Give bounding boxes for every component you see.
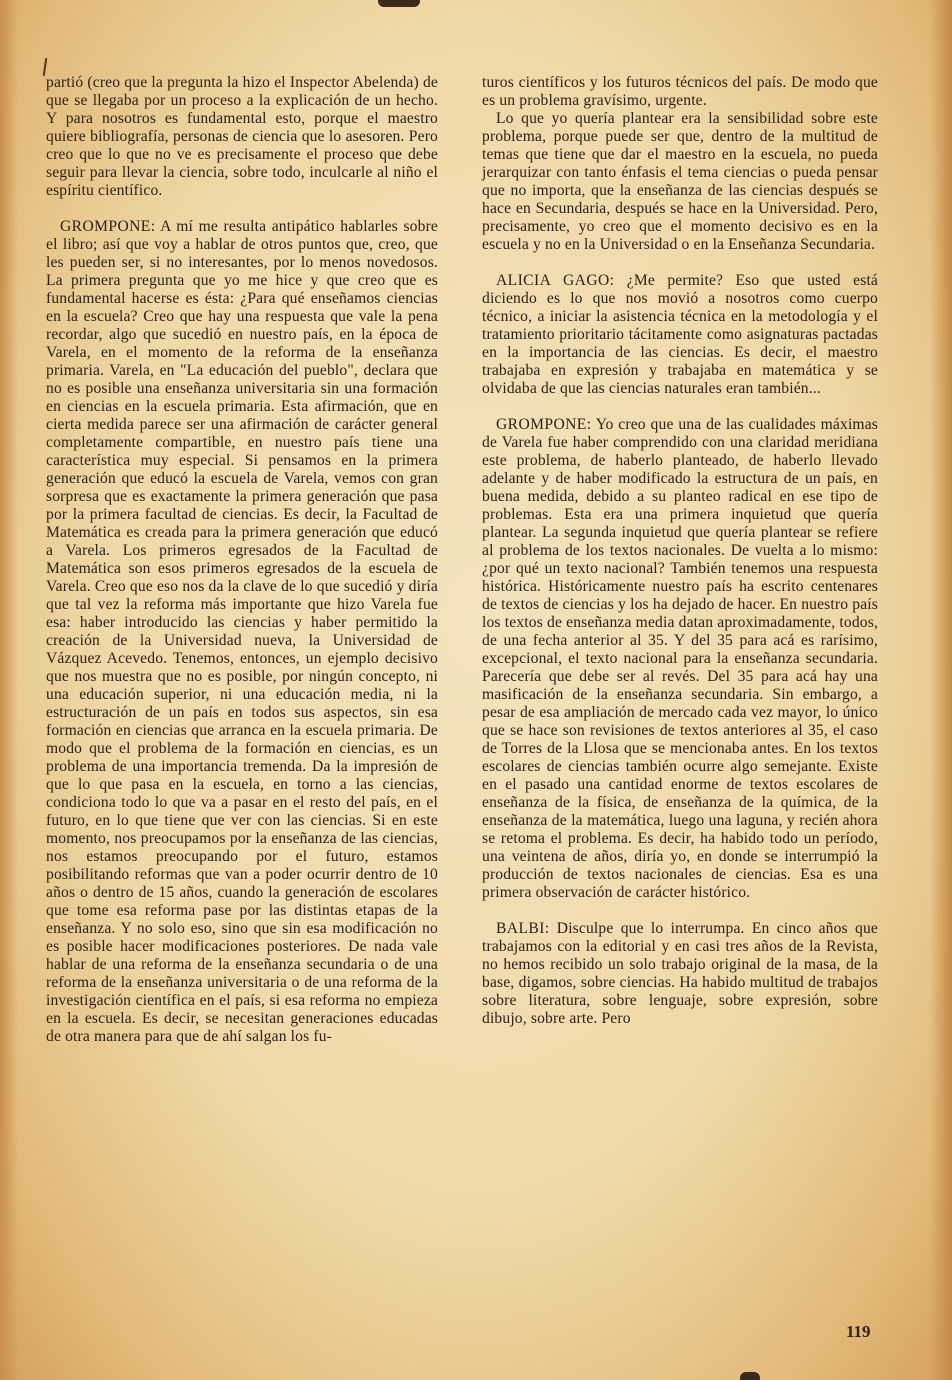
paragraph-alicia-gago bbox=[482, 272, 878, 398]
speaker-name: GROMPONE: bbox=[60, 218, 156, 235]
left-column bbox=[46, 74, 438, 1046]
binding-mark-bottom bbox=[740, 1372, 760, 1380]
speaker-name: ALICIA GAGO: bbox=[496, 272, 615, 289]
paragraph-text: ¿Me permite? Eso que usted está diciendo es lo que nos movió a nosotros como cuerpo técnico, a iniciar la asistencia técnica en la metodología y el tratamiento prioritario tácitamente como asignaturas pactadas en la importancia de las ciencias. Es decir, el maestro trabajaba en expresión y trabajaba en matemática y se olvidaba de que las ciencias naturales eran también... bbox=[482, 272, 878, 397]
paragraph-balbi bbox=[482, 920, 878, 1028]
speaker-name: GROMPONE: bbox=[496, 416, 592, 433]
binding-mark-top bbox=[378, 0, 420, 7]
paragraph: partió (creo que la pregunta la hizo el Inspector Abelenda) de que se llegaba por un proceso a la explicación de un hecho. Y para nosotros es fundamental esto, porque el maestro quiere bibliografía, personas de ciencia que lo asesoren. Pero creo que lo que no ve es precisamente el proceso que debe seguir para llevar la ciencia, sobre todo, inculcarle al niño el espíritu científico. bbox=[46, 74, 438, 199]
speaker-name: BALBI: bbox=[496, 920, 550, 937]
paragraph-text: Disculpe que lo interrumpa. En cinco años que trabajamos con la editorial y en casi tres años de la Revista, no hemos recibido un solo trabajo original de la masa, de la base, digamos, sobre ciencias. Ha habido multitud de trabajos sobre literatura, sobre lenguaje, sobre expresión, sobre dibujo, sobre arte. Pero bbox=[482, 920, 878, 1027]
right-column bbox=[482, 74, 878, 1028]
paragraph: turos científicos y los futuros técnicos del país. De modo que es un problema gravísimo, urgente. bbox=[482, 74, 878, 109]
paragraph-text: Yo creo que una de las cualidades máximas de Varela fue haber comprendido con una claridad meridiana este problema, de haberlo planteado, de haberlo llevado adelante y de haber modificado la estructura de un país, en buena medida, debido a su planteo radical en ese tipo de problemas. Esta era una primera inquietud que quería plantear. La segunda inquietud que quería plantear se refiere al problema de los textos nacionales. De vuelta a lo mismo: ¿por qué un texto nacional? También tenemos una respuesta histórica. Históricamente nuestro país ha escrito centenares de textos de ciencias y los ha dejado de hacer. En nuestro país los textos de enseñanza media datan aproximadamente, todos, de una fecha anterior al 35. Y del 35 para acá es rarísimo, excepcional, el texto nacional para la enseñanza secundaria. Parecería que debe ser al revés. Del 35 para acá hay una masificación de la enseñanza secundaria. Sin embargo, a pesar de esa ampliación de mercado cada vez mayor, lo único que se hace son revisiones de textos anteriores al 35, el caso de Torres de la Llosa que se mencionaba antes. En los textos escolares de ciencias también ocurre algo semejante. Existe en el pasado una cantidad enorme de textos escolares de enseñanza de la física, de enseñanza de la química, de la enseñanza de la matemática, luego una laguna, y recién ahora se retoma el problema. Es decir, ha habido todo un período, una veintena de años, diría yo, en donde se interrumpió la producción de textos nacionales de ciencias. Esa es una primera observación de carácter histórico. bbox=[482, 416, 878, 901]
page-edge-shadow-left bbox=[0, 0, 18, 1380]
paragraph-text: A mí me resulta antipático hablarles sobre el libro; así que voy a hablar de otros puntos que, creo, que les pueden ser, si no interesantes, por lo menos novedosos. La primera pregunta que yo me hice y que creo que es fundamental hacerse es ésta: ¿Para qué enseñamos ciencias en la escuela? Creo que hay una respuesta que vale la pena recordar, algo que sucedió en nuestro país, en la época de Varela, en el momento de la reforma de la enseñanza primaria. Varela, en "La educación del pueblo", declara que no es posible una enseñanza universitaria sin una formación en ciencias en la escuela primaria. Esta afirmación, que en cierta medida parece ser una afirmación de carácter general completamente compartible, en nuestro país tiene una característica muy especial. Si pensamos en la primera generación que educó la escuela de Varela, vemos con gran sorpresa que es exactamente la primera generación que pasa por la primera facultad de ciencias. Es decir, la Facultad de Matemática es creada para la primera generación que educó a Varela. Los primeros egresados de la Facultad de Matemática son esos primeros egresados de la escuela de Varela. Creo que eso nos da la clave de lo que sucedió y diría que tal vez la reforma más importante que hizo Varela fue esa: haber introducido las ciencias y haber permitido la creación de la Universidad nueva, la Universidad de Vázquez Acevedo. Tenemos, entonces, un ejemplo decisivo que nos muestra que no es posible, por ningún concepto, ni una educación superior, ni una educación media, ni la estructuración de un país en todos sus aspectos, sin esa formación en ciencias que arranca en la escuela primaria. De modo que el problema de la formación en ciencias, es un problema de una importancia tremenda. Da la impresión de que lo que pasa en la escuela, en torno a las ciencias, condiciona todo lo que va a pasar en el resto del país, en el futuro, en lo que tiene que ver con las ciencias. Si en este momento, nos preocupamos por la enseñanza de las ciencias, nos estamos preocupando por el futuro, estamos posibilitando reformas que van a poder ocurrir dentro de 10 años o dentro de 15 años, cuando la generación de escolares que tome esa reforma pase por las distintas etapas de la enseñanza. Y no solo eso, sino que sin esa modificación no es posible hacer modificaciones posteriores. De nada vale hablar de una reforma de la enseñanza secundaria o de una reforma de la enseñanza universitaria o de una reforma de la investigación científica en el país, si esa reforma no empieza en la escuela. Es decir, se necesitan generaciones educadas de otra manera para que de ahí salgan los fu- bbox=[46, 218, 438, 1045]
page-edge-shadow-right bbox=[930, 0, 952, 1380]
paragraph-grompone-1 bbox=[46, 218, 438, 1046]
paragraph: Lo que yo quería plantear era la sensibilidad sobre este problema, porque puede ser que, dentro de la multitud de temas que tiene que dar el maestro en la escuela, no pueda jerarquizar con tanto énfasis el tema ciencias o pueda pensar que no importa, que la enseñanza de las ciencias después se hace en Secundaria, después se hace en la Universidad. Pero, precisamente, yo creo que el momento decisivo es en la escuela y no en la Universidad o en la Enseñanza Secundaria. bbox=[482, 110, 878, 253]
page-number: 119 bbox=[846, 1322, 871, 1341]
paragraph-grompone-2 bbox=[482, 416, 878, 902]
